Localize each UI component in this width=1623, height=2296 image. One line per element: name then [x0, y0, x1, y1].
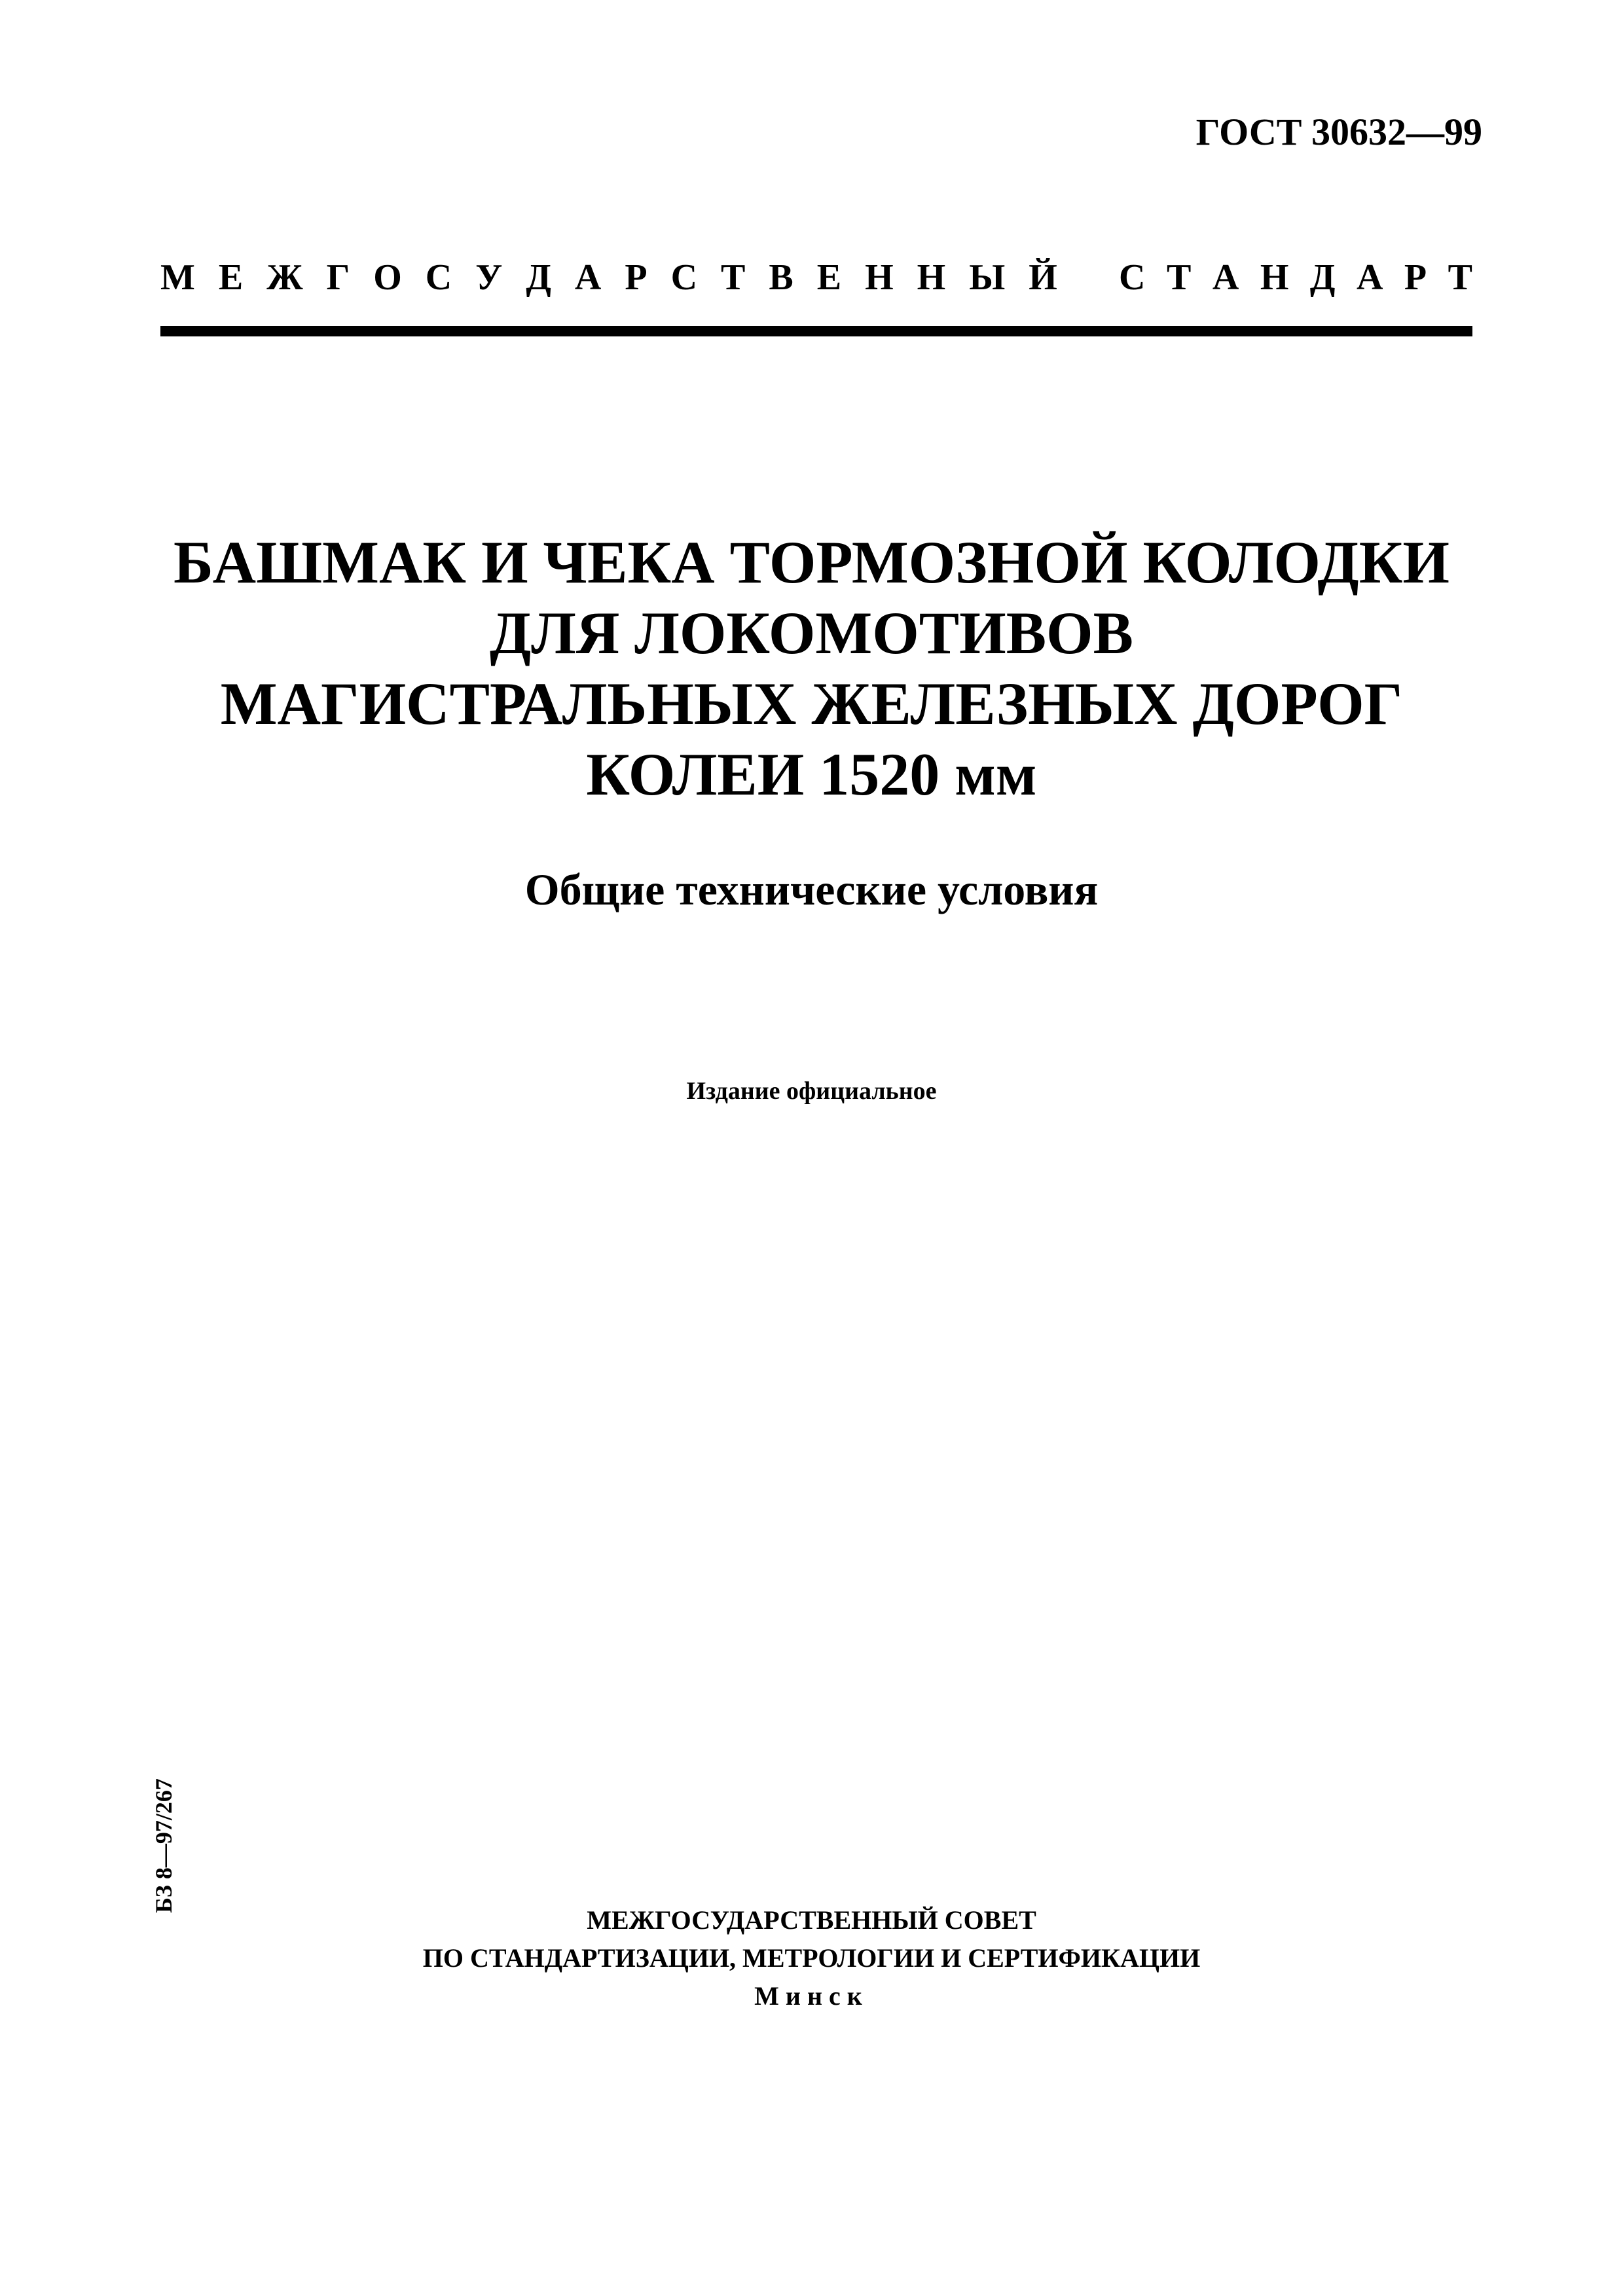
publisher-city: Минск — [754, 1981, 869, 2011]
heading-letter: Н — [1260, 257, 1289, 298]
title-line-2: ДЛЯ ЛОКОМОТИВОВ — [490, 600, 1133, 666]
heading-letter: Р — [625, 257, 647, 298]
gost-code: ГОСТ 30632—99 — [1195, 111, 1482, 153]
side-code-text: БЗ 8—97/267 — [151, 1778, 177, 1913]
heading-letter: В — [769, 257, 793, 298]
interstate-word — [160, 257, 1057, 298]
heading-letter: А — [574, 257, 602, 298]
heading-letter: Т — [721, 257, 746, 298]
heading-letter: Ж — [266, 257, 303, 298]
edition-note: Издание официальное — [686, 1077, 937, 1105]
heading-letter: Е — [218, 257, 244, 298]
heading-letter: Т — [1448, 257, 1472, 298]
heading-letter: А — [1212, 257, 1239, 298]
heading-letter: Е — [816, 257, 842, 298]
heading-letter: С — [1119, 257, 1146, 298]
heading-letter: Р — [1404, 257, 1427, 298]
heading-letter: Д — [1309, 257, 1336, 298]
heading-letter: У — [475, 257, 503, 298]
heading-letter: Ы — [969, 257, 1006, 298]
heading-letter: Т — [1166, 257, 1192, 298]
heading-letter: Н — [865, 257, 894, 298]
heading-letter: Д — [526, 257, 551, 298]
publisher-block — [0, 1901, 1623, 2015]
document-subtitle: Общие технические условия — [524, 865, 1099, 914]
heading-letter: М — [160, 257, 195, 298]
document-title — [0, 527, 1623, 810]
interstate-standard-heading — [160, 257, 1472, 298]
heading-letter: С — [425, 257, 452, 298]
title-line-1: БАШМАК И ЧЕКА ТОРМОЗНОЙ КОЛОДКИ — [173, 529, 1450, 596]
heading-letter: А — [1356, 257, 1383, 298]
heading-letter: Н — [917, 257, 946, 298]
heading-rule — [160, 326, 1472, 336]
title-line-4: КОЛЕИ 1520 мм — [586, 741, 1037, 808]
heading-letter: О — [373, 257, 402, 298]
standard-word — [1119, 257, 1472, 298]
publisher-line-2: ПО СТАНДАРТИЗАЦИИ, МЕТРОЛОГИИ И СЕРТИФИКАЦИИ — [422, 1943, 1201, 1973]
title-line-3: МАГИСТРАЛЬНЫХ ЖЕЛЕЗНЫХ ДОРОГ — [220, 670, 1403, 737]
publisher-line-1: МЕЖГОСУДАРСТВЕННЫЙ СОВЕТ — [587, 1905, 1036, 1935]
heading-letter: С — [670, 257, 698, 298]
heading-letter: Й — [1029, 257, 1057, 298]
heading-letter: Г — [326, 257, 350, 298]
